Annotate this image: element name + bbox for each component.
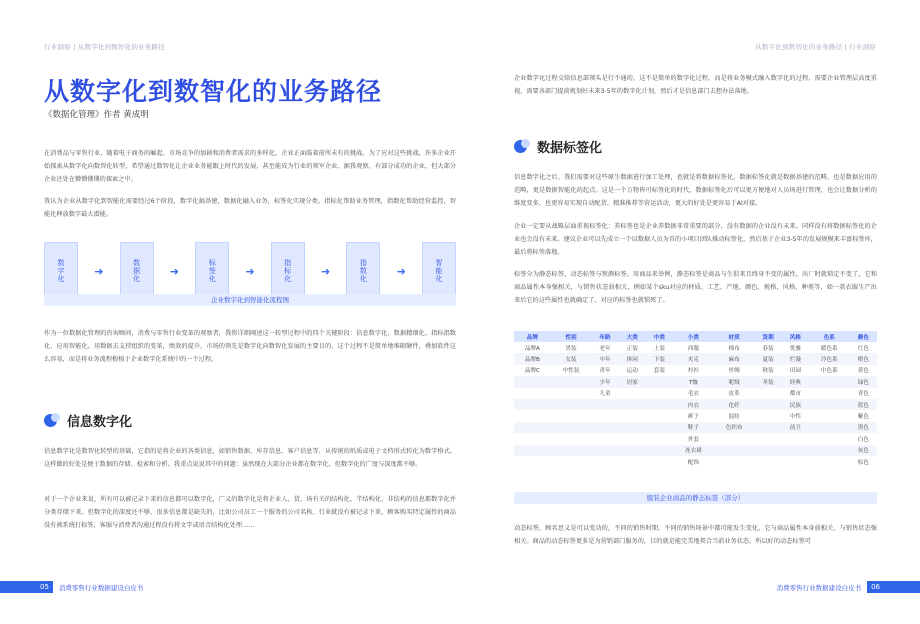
left-paragraph-1: 在消费品与零售行业，随着电子商务的崛起、市场竞争的加剧和消费者需求的多样化，企业正面临着前所未有的挑战。为了应对这些挑战，许多企业开始探索从数字化向数智化转型，希望通过数智化让企业业务能跟上时代的发展，甚至能成为行业的领军企业。据我观察，有部分成功的企业，但大部分企业还处在懵懵懂懂的探索之中。 bbox=[44, 150, 456, 183]
table-cell bbox=[551, 433, 592, 444]
table-header-cell: 材质 bbox=[714, 331, 755, 342]
section-bullet-icon bbox=[44, 414, 57, 427]
table-cell: 紫色 bbox=[857, 414, 869, 421]
table-cell bbox=[809, 433, 850, 444]
right-paragraph-1: 企业数字化过程交给信息部领头是行不通的，这不是简单的数字化过程，而是将业务模式融入数字化的过程，需要企业管理层高度重视，需要各部门提前规划好未来3-5年的数字化计划，然后才是信息部门去想办法落地。 bbox=[514, 75, 877, 95]
table-cell: 灰色 bbox=[850, 445, 877, 456]
page-number: 06 bbox=[867, 581, 920, 593]
table-cell bbox=[646, 433, 673, 444]
footer-text: 消费零售行业数据建设白皮书 bbox=[58, 583, 144, 592]
flow-step-label: 数据化 bbox=[132, 259, 141, 283]
table-header-row bbox=[514, 331, 877, 342]
section-heading-data-tagging bbox=[514, 137, 602, 156]
table-cell bbox=[782, 456, 809, 467]
footer-left bbox=[0, 581, 149, 593]
table-cell: 黑色 bbox=[850, 422, 877, 433]
arrow-right-icon: ➜ bbox=[396, 264, 406, 278]
table-cell: 毛衣 bbox=[687, 391, 699, 398]
table-cell bbox=[809, 410, 850, 421]
table-row bbox=[514, 365, 877, 376]
footer-text: 消费零售行业数据建设白皮书 bbox=[776, 583, 862, 592]
table-row bbox=[514, 433, 877, 444]
header-right: 从数字化到数智化的业务路径 | 行业洞察 bbox=[755, 43, 876, 51]
table-cell bbox=[809, 399, 850, 410]
table-cell: 品牌A bbox=[524, 345, 540, 352]
table-cell bbox=[646, 445, 673, 456]
section-title: 数据标签化 bbox=[537, 141, 603, 156]
table-cell bbox=[619, 445, 646, 456]
table-row bbox=[514, 445, 877, 456]
flow-step-label: 标签化 bbox=[208, 259, 217, 283]
table-cell: 优雅 bbox=[789, 345, 801, 352]
table-cell bbox=[809, 376, 850, 387]
section-bullet-icon bbox=[514, 140, 527, 153]
table-cell bbox=[809, 445, 850, 456]
table-cell: 棕色 bbox=[857, 459, 869, 466]
table-cell bbox=[551, 456, 592, 467]
table-cell bbox=[514, 410, 551, 421]
table-cell bbox=[591, 410, 618, 421]
table-cell: 老年 bbox=[599, 345, 611, 352]
table-cell bbox=[714, 456, 755, 467]
right-paragraph-5: 动态标签，顾名思义是可以变动的，不同的销售时期、不同的销售场景中都可能发生变化，它与商品属性本身弱相关，与销售状态强相关。商品的动态标签更多是为营销部门服务的，目的就是能完美地契合当前业务状态。所以好的动态标签可 bbox=[514, 525, 877, 545]
table-cell: 裤子 bbox=[687, 414, 699, 421]
table-cell bbox=[514, 399, 551, 410]
flow-diagram bbox=[44, 240, 456, 302]
flow-step bbox=[44, 242, 78, 300]
left-paragraph-4: 信息数字化是数智化转型的基础，它指的是将企业的各类信息，如销售数据、库存信息、客户信息等，从传统的纸质或电子文档形式转化为数字格式。这样做的好处是便于数据的存储、检索和分析。我重点说说其中的问题：虽然现在大部分企业都在数字化，但数字化的广度与深度都不够。 bbox=[44, 448, 456, 468]
table-cell: 女装 bbox=[551, 353, 592, 364]
table-cell: 中性装 bbox=[562, 368, 580, 375]
flow-step-label: 指标化 bbox=[283, 259, 292, 283]
table-cell bbox=[591, 399, 618, 410]
table-cell: 夹克 bbox=[673, 353, 714, 364]
table-cell bbox=[809, 422, 850, 433]
table-cell: 休闲 bbox=[619, 353, 646, 364]
table-cell bbox=[619, 456, 646, 467]
table-header-cell: 颜色 bbox=[850, 331, 877, 342]
table-cell: 男装 bbox=[565, 345, 577, 352]
table-cell: 西服 bbox=[687, 345, 699, 352]
table-caption: 服装企业商品的静态标签（部分） bbox=[514, 492, 877, 504]
flow-step-label: 数字化 bbox=[57, 259, 65, 283]
table-cell: 衬衫 bbox=[687, 368, 699, 375]
table-cell bbox=[551, 422, 592, 433]
flow-step-label: 智能化 bbox=[434, 259, 443, 283]
arrow-right-icon: ➜ bbox=[94, 264, 104, 278]
table-cell bbox=[619, 422, 646, 433]
table-header-cell: 大类 bbox=[619, 331, 646, 342]
table-cell: 棉布 bbox=[728, 345, 740, 352]
table-cell bbox=[591, 433, 618, 444]
table-cell: 上装 bbox=[653, 345, 665, 352]
table-cell: 品牌B bbox=[514, 353, 551, 364]
table-cell bbox=[714, 445, 755, 456]
table-row bbox=[514, 399, 877, 410]
table-cell bbox=[646, 388, 673, 399]
table-cell bbox=[714, 433, 755, 444]
table-cell: 夏装 bbox=[755, 353, 782, 364]
table-cell bbox=[755, 445, 782, 456]
table-cell: 化纤 bbox=[714, 399, 755, 410]
table-cell: 少年 bbox=[591, 376, 618, 387]
table-cell: 冬装 bbox=[755, 376, 782, 387]
table-row bbox=[514, 342, 877, 353]
page-title: 从数字化到数智化的业务路径 bbox=[44, 77, 383, 106]
footer-right bbox=[771, 581, 920, 593]
table-cell: 色织布 bbox=[714, 422, 755, 433]
table-cell: 白色 bbox=[857, 436, 869, 443]
flow-step bbox=[422, 242, 456, 300]
table-cell bbox=[646, 410, 673, 421]
table-row bbox=[514, 456, 877, 467]
table-cell: 春装 bbox=[762, 345, 774, 352]
table-cell: 混纺 bbox=[728, 414, 740, 421]
arrow-right-icon: ➜ bbox=[320, 264, 331, 278]
table-cell bbox=[755, 399, 782, 410]
table-cell: 中性 bbox=[789, 414, 801, 421]
table-cell bbox=[619, 388, 646, 399]
table-row bbox=[514, 376, 877, 387]
flow-step-label: 指数化 bbox=[359, 259, 368, 283]
section-heading-info-digitization bbox=[44, 411, 132, 430]
table-header-cell: 性别 bbox=[551, 331, 592, 342]
right-paragraph-2: 信息数字化之后，我们需要对这些原生数据进行加工处理，也就是将数据标签化，数据标签化就是数据基建的范畴，也是数据应用的范畴，更是数据智能化的起点。这是一个万物皆可标签化的时代，数据标签化后可以更方便地对人员场进行管理，也会让数据分析的维度变多，也更容易实现自动配货、精准推荐等营运活动，更大的好处是更容易于AI对接。 bbox=[514, 174, 877, 207]
table-cell bbox=[619, 410, 646, 421]
table-cell: 正装 bbox=[626, 345, 638, 352]
table-cell: 中色系 bbox=[820, 368, 838, 375]
table-cell: 丝绸 bbox=[728, 368, 740, 375]
right-paragraph-3: 企业一定要从战略层面重视标签化：养标签也是企业养数据非常重要的部分，没有数据的企业没有未来。同样没有将数据标签化的企业也会没有未来。建议企业可以先成立一个以数据人员为首的小项目团队推动标签化，然后基于企业3-5年的发展规模来丰富标签库，最后将标签落地。 bbox=[514, 223, 877, 256]
table-cell bbox=[782, 445, 809, 456]
table-cell bbox=[591, 445, 618, 456]
table-cell: 蓝色 bbox=[850, 399, 877, 410]
left-paragraph-5: 对于一个企业来说，所有可以被记录下来的信息都可以数字化，广义的数字化是将企业人、货、场有关的结构化、半结构化、非结构的信息都数字化并分类存储下来。但数字化的深度还不够，很多信息都是缺失的，比如公司员工一个服务的公司名称、行业就没有被记录下来，顾客购买特定属性的商品没有被系统打标签，客服与消费者沟通过程没有将文字或语音结构化处理…… bbox=[44, 496, 456, 529]
table-cell: 暖色系 bbox=[820, 345, 838, 352]
table-cell: 运动 bbox=[626, 368, 638, 375]
page-number: 05 bbox=[0, 581, 53, 593]
table-cell bbox=[782, 433, 809, 444]
table-cell: 居家 bbox=[619, 376, 646, 387]
table-cell bbox=[755, 433, 782, 444]
table-cell bbox=[514, 433, 551, 444]
flow-step bbox=[120, 242, 154, 300]
section-title: 信息数字化 bbox=[67, 415, 133, 430]
table-cell: 前卫 bbox=[782, 422, 809, 433]
author-line: 《数据化管理》作者 黄成明 bbox=[44, 110, 149, 120]
table-cell bbox=[755, 422, 782, 433]
table-header-cell: 年龄 bbox=[591, 331, 618, 342]
table-header-cell: 货期 bbox=[755, 331, 782, 342]
table-cell: 青色 bbox=[857, 391, 869, 398]
table-cell: 套装 bbox=[653, 368, 665, 375]
table-header-cell: 小类 bbox=[673, 331, 714, 342]
table-cell bbox=[809, 456, 850, 467]
table-cell bbox=[551, 399, 592, 410]
table-cell bbox=[514, 388, 551, 399]
flow-caption: 企业数字化到智能化流程图 bbox=[44, 294, 456, 306]
table-cell bbox=[646, 399, 673, 410]
table-cell bbox=[551, 410, 592, 421]
left-paragraph-2: 我认为企业从数字化到智能化需要经过6个阶段，数字化搞基建，数据化融入业务，标签化实现分类，指标化帮助业务管理，指数化帮助经营监控，智能化释放数字最大潜能。 bbox=[44, 198, 456, 218]
table-cell bbox=[551, 388, 592, 399]
table-cell bbox=[514, 376, 551, 387]
flow-step bbox=[346, 242, 380, 300]
table-cell bbox=[514, 422, 551, 433]
flow-step bbox=[271, 242, 305, 300]
table-header-cell: 中类 bbox=[646, 331, 673, 342]
table-row bbox=[514, 410, 877, 421]
left-paragraph-3: 作为一位数据化管理的咨询顾问，消费与零售行业变革的观察者，我将详细阐述这一转型过程中的四个关键阶段：信息数字化、数据精细化、指标指数化、应用智能化。用数据去支持组织的变革，绩效的提升，市场的领先是数字化向数智化发展的主要目的，这个过程不是简单地堆砌硬件，叠加软件这么容易，而是将业务流程根植于企业数字化系统中的一个过程。 bbox=[44, 330, 456, 363]
table-cell: 秋装 bbox=[762, 368, 774, 375]
table-cell bbox=[755, 456, 782, 467]
table-cell: 鞋子 bbox=[673, 422, 714, 433]
table-cell bbox=[619, 399, 646, 410]
table-cell: 冷色系 bbox=[809, 353, 850, 364]
table-row bbox=[514, 353, 877, 364]
table-cell: 青年 bbox=[599, 368, 611, 375]
table-cell: 黄色 bbox=[857, 368, 869, 375]
table-header-cell: 风格 bbox=[782, 331, 809, 342]
arrow-right-icon: ➜ bbox=[169, 264, 179, 278]
table-cell: 都市 bbox=[789, 391, 801, 398]
table-cell: 田园 bbox=[789, 368, 801, 375]
table-cell: 内衣 bbox=[673, 399, 714, 410]
table-cell bbox=[646, 422, 673, 433]
table-cell: 红色 bbox=[857, 345, 869, 352]
table-cell bbox=[755, 388, 782, 399]
table-row bbox=[514, 422, 877, 433]
table-cell: 连衣裙 bbox=[673, 445, 714, 456]
table-cell: 皮革 bbox=[728, 391, 740, 398]
flow-step bbox=[195, 242, 229, 300]
table-cell: 民族 bbox=[782, 399, 809, 410]
table-cell: 配饰 bbox=[687, 459, 699, 466]
table-cell: 橙色 bbox=[850, 353, 877, 364]
right-paragraph-4: 标签分为静态标签、动态标签与预测标签。用商品来举例，静态标签是商品与生俱来且终身不变的属性，出厂时就锁定不变了，它和商品属性本身强相关，与销售状态弱相关，例如某个sku对应的材质、工艺、产地、颜色、规格、风格、种类等，如一款衣服生产出来后它的这些属性也就确定了，对应的标签也就锁死了。 bbox=[514, 271, 877, 304]
table-header-cell: 色系 bbox=[809, 331, 850, 342]
table-cell bbox=[646, 376, 673, 387]
table-cell bbox=[514, 445, 551, 456]
table-cell: 经典 bbox=[782, 376, 809, 387]
table-cell bbox=[619, 433, 646, 444]
table-cell bbox=[591, 456, 618, 467]
table-header-cell: 品牌 bbox=[514, 331, 551, 342]
table-cell: 外套 bbox=[687, 436, 699, 443]
table-cell bbox=[809, 388, 850, 399]
table-cell bbox=[646, 456, 673, 467]
table-cell bbox=[551, 445, 592, 456]
table-cell bbox=[591, 422, 618, 433]
table-cell: 麻布 bbox=[714, 353, 755, 364]
table-cell: 烂漫 bbox=[782, 353, 809, 364]
table-cell: 品牌C bbox=[524, 368, 540, 375]
table-cell bbox=[514, 456, 551, 467]
table-cell bbox=[551, 376, 592, 387]
table-cell: 中年 bbox=[591, 353, 618, 364]
table-cell: 绿色 bbox=[850, 376, 877, 387]
table-cell: 呢绒 bbox=[714, 376, 755, 387]
table-row bbox=[514, 388, 877, 399]
static-tag-table bbox=[514, 331, 877, 467]
header-left: 行业洞察 | 从数字化到数智化的业务路径 bbox=[44, 43, 165, 51]
table-cell: T恤 bbox=[673, 376, 714, 387]
arrow-right-icon: ➜ bbox=[245, 264, 255, 278]
table-cell bbox=[755, 410, 782, 421]
table-cell: 儿童 bbox=[599, 391, 611, 398]
table-cell: 下装 bbox=[646, 353, 673, 364]
